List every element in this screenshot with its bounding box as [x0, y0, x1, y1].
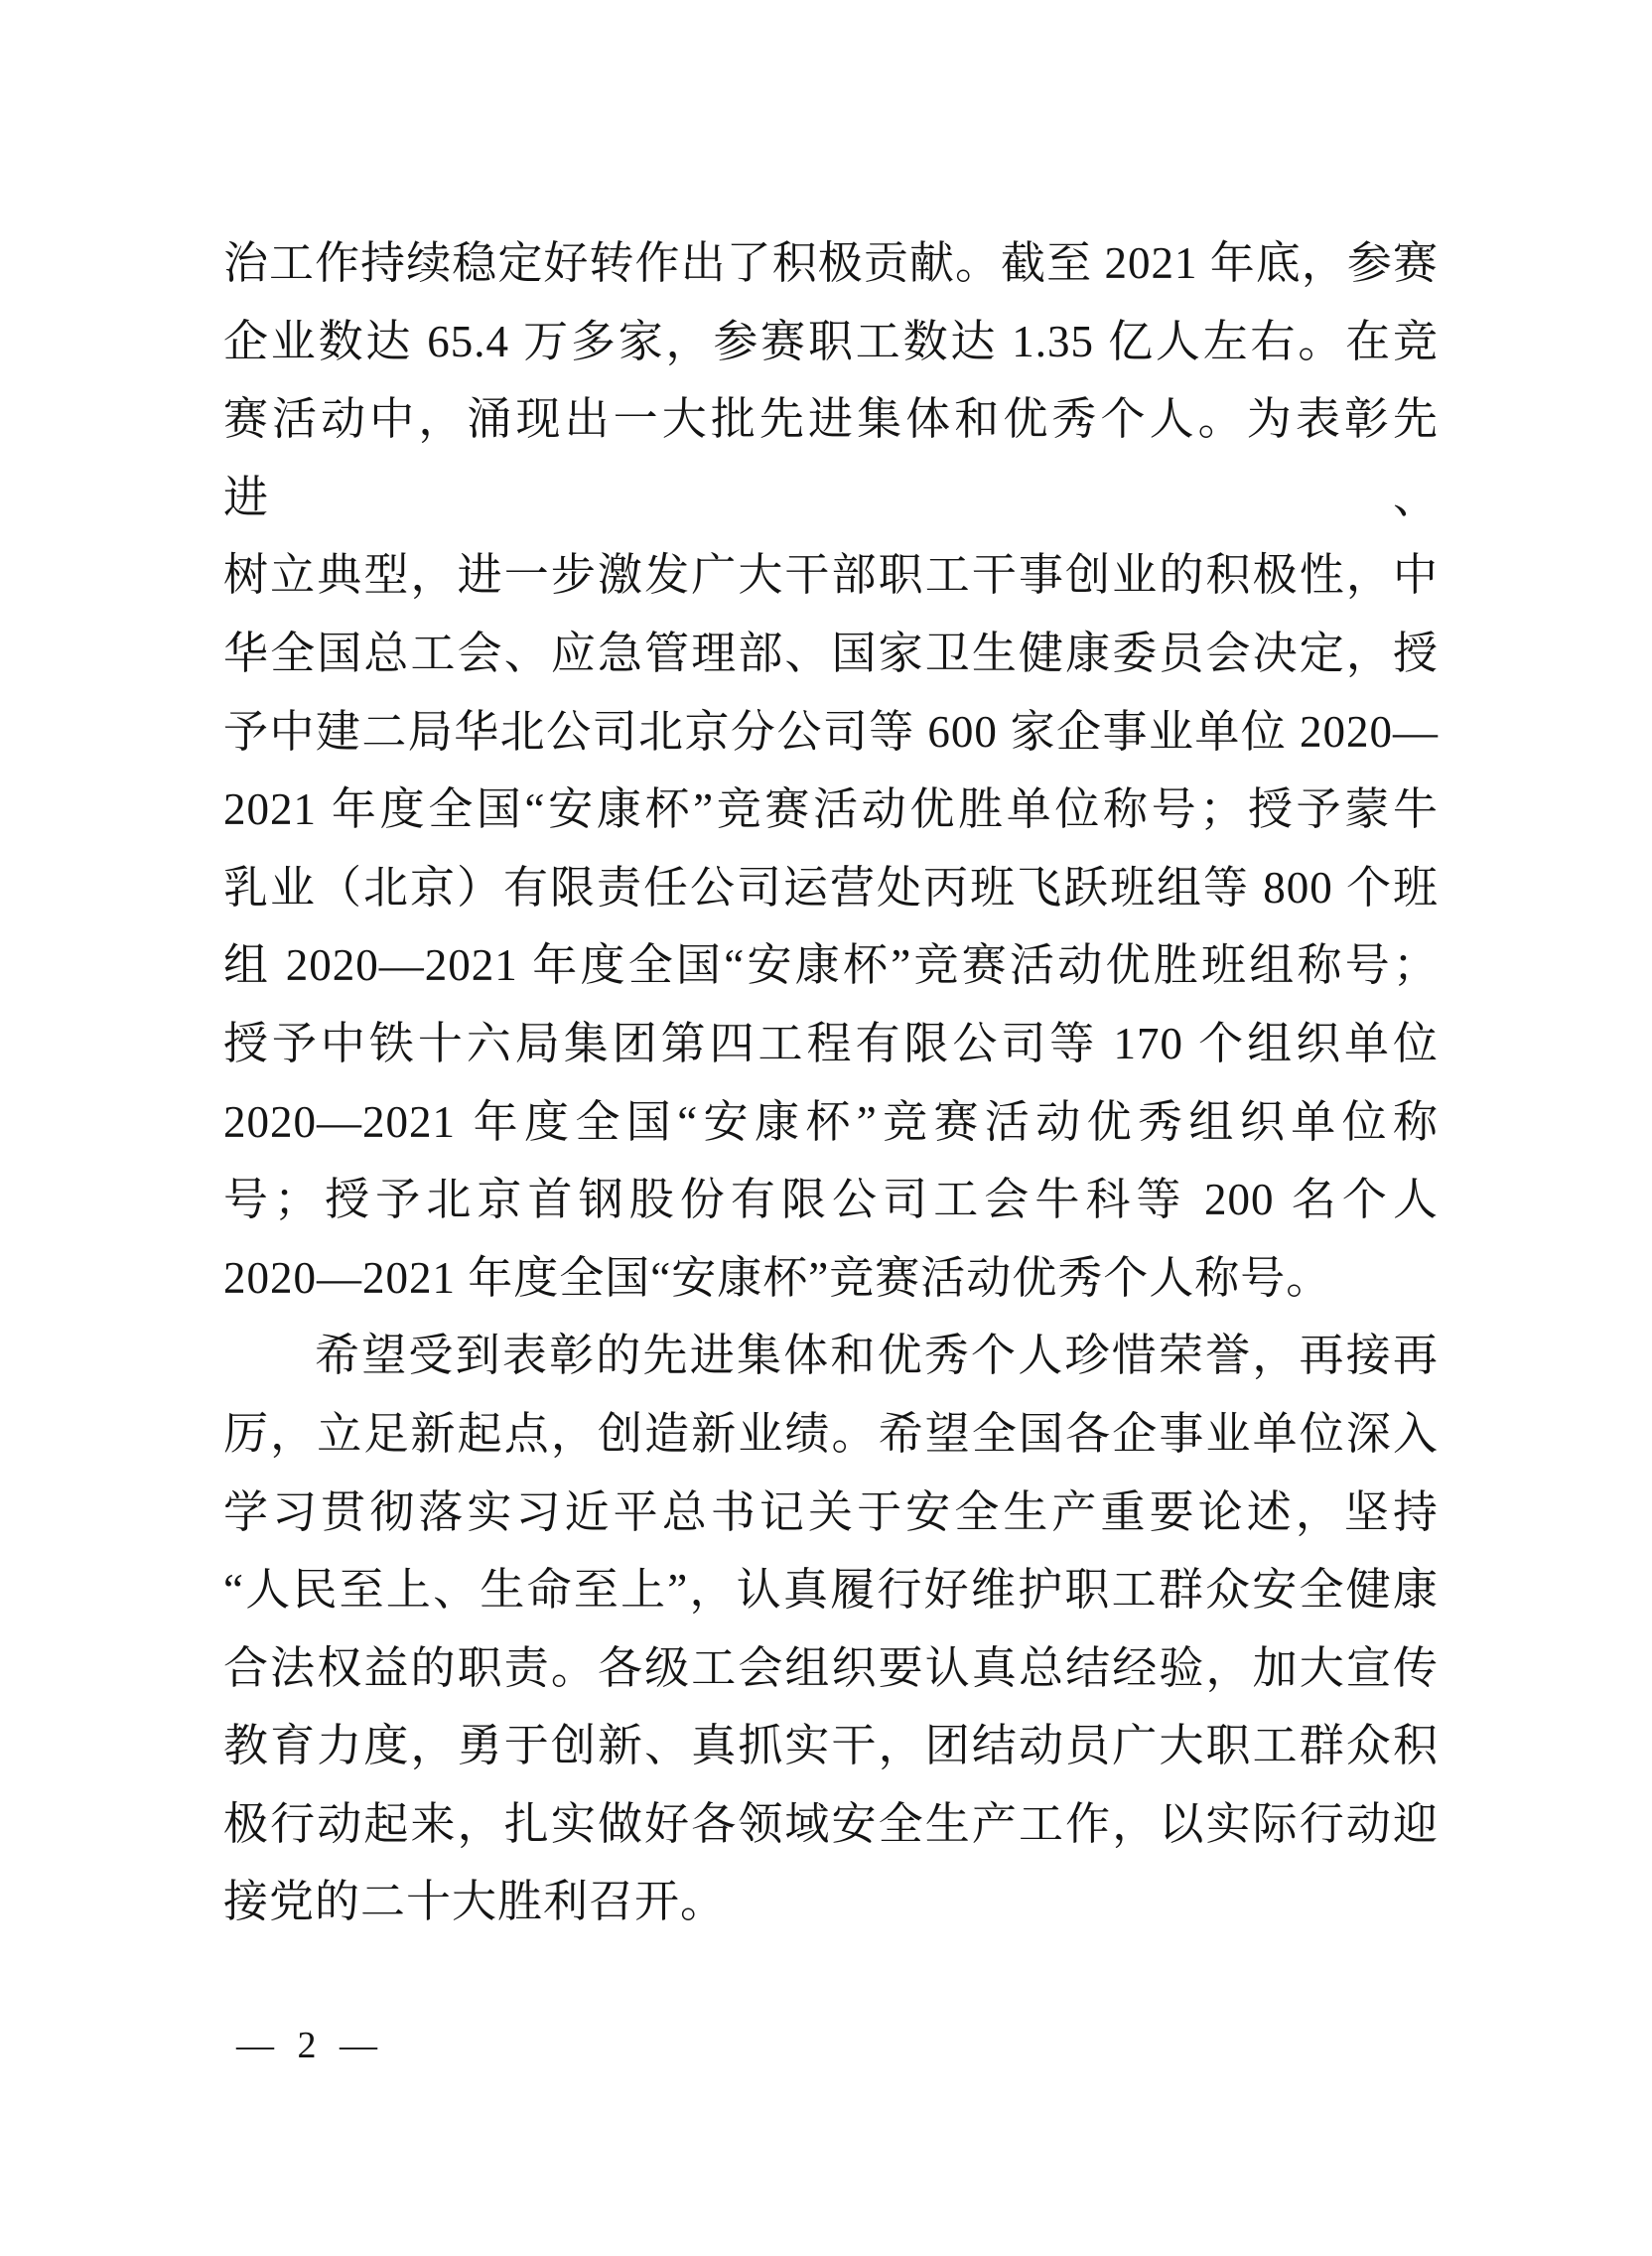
- body-line: 组 2020—2021 年度全国“安康杯”竞赛活动优胜班组称号；: [223, 940, 1439, 991]
- body-line: 予中建二局华北公司北京分公司等 600 家企事业单位 2020—: [223, 706, 1439, 757]
- body-line: 号；授予北京首钢股份有限公司工会牛科等 200 名个人: [223, 1175, 1439, 1225]
- body-line: 学习贯彻落实习近平总书记关于安全生产重要论述，坚持: [223, 1486, 1439, 1537]
- body-line: 乳业（北京）有限责任公司运营处丙班飞跃班组等 800 个班: [223, 862, 1439, 913]
- body-line: 华全国总工会、应急管理部、国家卫生健康委员会决定，授: [223, 628, 1439, 678]
- body-line: 厉，立足新起点，创造新业绩。希望全国各企事业单位深入: [223, 1408, 1439, 1459]
- body-line: 极行动起来，扎实做好各领域安全生产工作，以实际行动迎: [223, 1798, 1439, 1849]
- body-line: 2021 年度全国“安康杯”竞赛活动优胜单位称号；授予蒙牛: [223, 784, 1439, 835]
- body-line: 企业数达 65.4 万多家，参赛职工数达 1.35 亿人左右。在竞: [223, 316, 1439, 366]
- body-line: 合法权益的职责。各级工会组织要认真总结经验，加大宣传: [223, 1642, 1439, 1693]
- body-line: 树立典型，进一步激发广大干部职工干事创业的积极性，中: [223, 550, 1439, 601]
- body-line: 2020—2021 年度全国“安康杯”竞赛活动优秀组织单位称: [223, 1096, 1439, 1147]
- body-line: 希望受到表彰的先进集体和优秀个人珍惜荣誉，再接再: [315, 1331, 1439, 1381]
- body-line: 2020—2021 年度全国“安康杯”竞赛活动优秀个人称号。: [223, 1252, 1332, 1303]
- body-line: 治工作持续稳定好转作出了积极贡献。截至 2021 年底，参赛: [223, 238, 1439, 288]
- body-line: “人民至上、生命至上”，认真履行好维护职工群众安全健康: [223, 1565, 1439, 1616]
- body-line: 接党的二十大胜利召开。: [223, 1877, 727, 1927]
- body-line: 教育力度，勇于创新、真抓实干，团结动员广大职工群众积: [223, 1721, 1439, 1771]
- page-number: — 2 —: [236, 2025, 384, 2066]
- body-line: 授予中铁十六局集团第四工程有限公司等 170 个组织单位: [223, 1018, 1439, 1068]
- document-body: [223, 224, 1439, 1941]
- body-line: 赛活动中，涌现出一大批先进集体和优秀个人。为表彰先进、: [223, 394, 1439, 522]
